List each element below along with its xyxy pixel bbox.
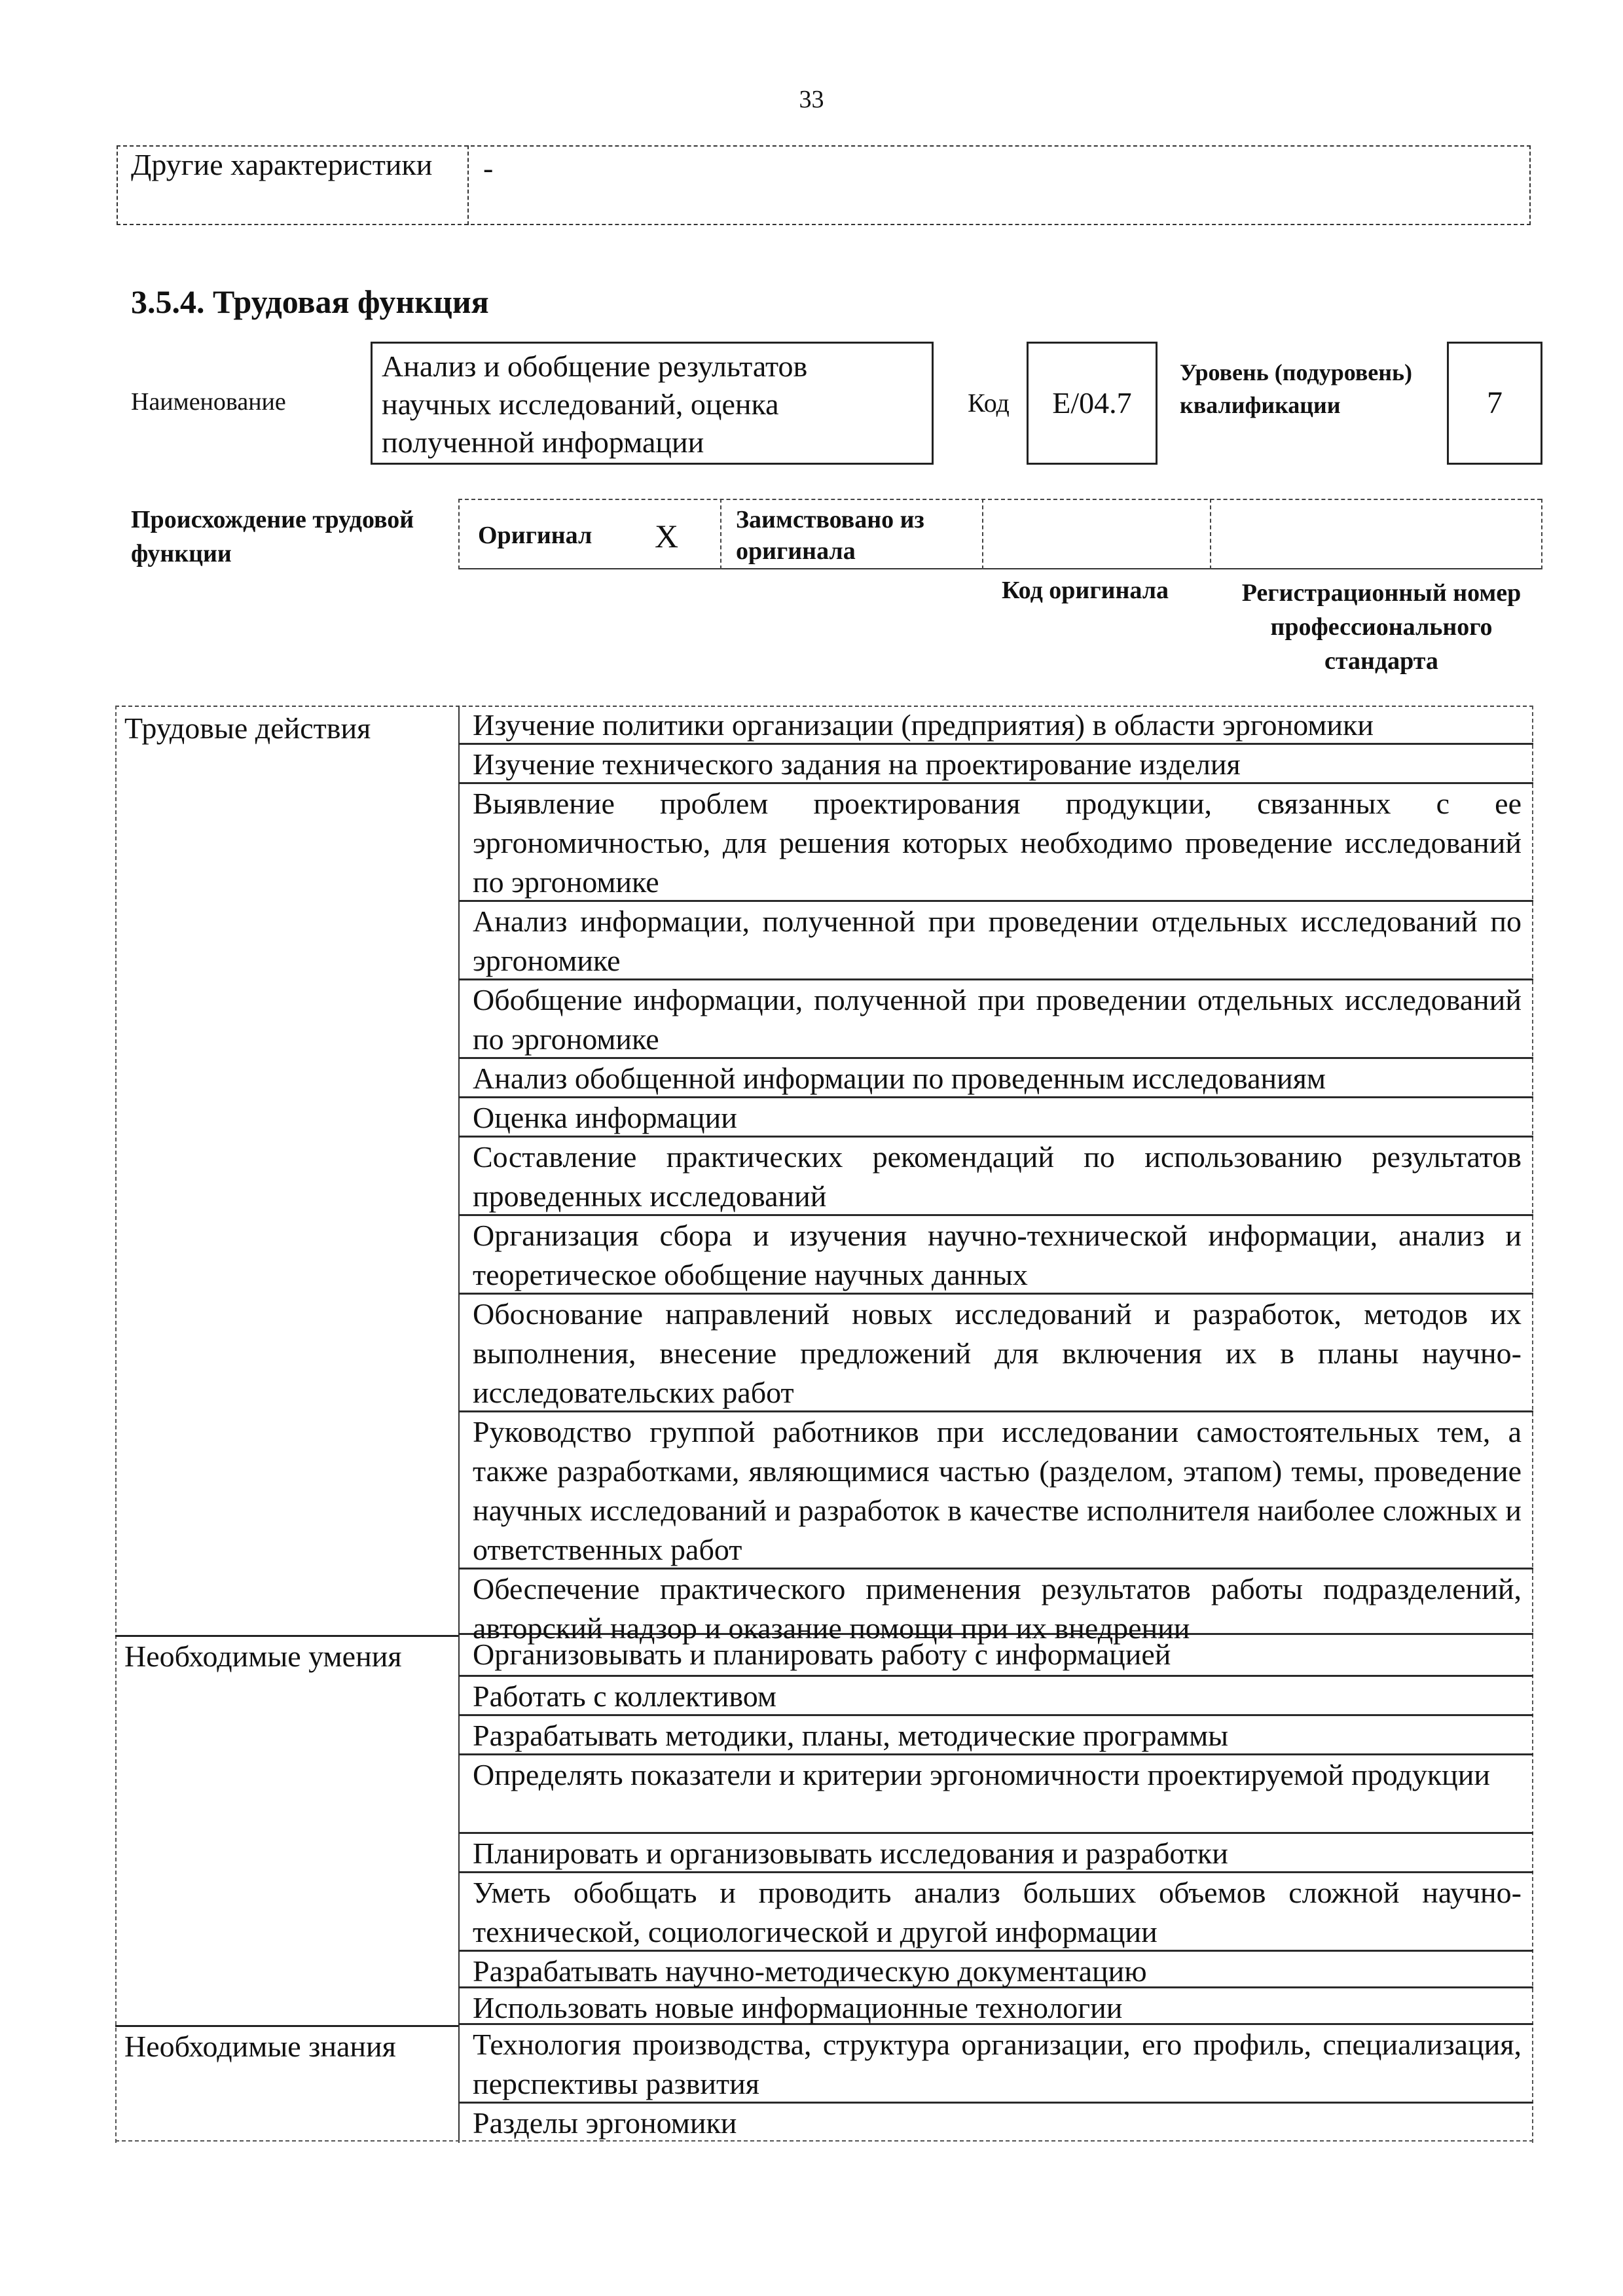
list-item xyxy=(458,980,1533,1059)
section-title: 3.5.4. Трудовая функция xyxy=(131,283,489,320)
table-divider xyxy=(467,145,469,225)
origin-divider xyxy=(1210,499,1211,569)
list-item xyxy=(458,1570,1533,1645)
required-skill: Разрабатывать научно-методическую документацию xyxy=(473,1954,1147,1988)
labor-actions-label: Трудовые действия xyxy=(124,711,371,745)
original-code-label: Код оригинала xyxy=(1002,577,1169,604)
list-item xyxy=(458,706,1533,745)
list-item xyxy=(458,1138,1533,1216)
original-label: Оригинал xyxy=(478,522,593,549)
function-code-box: E/04.7 xyxy=(1027,342,1158,465)
original-mark: X xyxy=(655,518,679,554)
required-skill: Определять показатели и критерии эргономичности проектируемой продукции xyxy=(473,1758,1491,1791)
list-item xyxy=(458,2025,1533,2104)
labor-action: Анализ информации, полученной при проведении отдельных исследований по эргономике xyxy=(473,905,1522,977)
labor-action: Организация сбора и изучения научно-технической информации, анализ и теоретическое обобщение научных данных xyxy=(473,1219,1522,1291)
labor-action: Обобщение информации, полученной при проведении отдельных исследований по эргономике xyxy=(473,983,1522,1056)
labor-action: Изучение политики организации (предприятия) в области эргономики xyxy=(473,708,1374,742)
code-label: Код xyxy=(968,388,1010,418)
name-label: Наименование xyxy=(131,388,286,416)
labor-action: Оценка информации xyxy=(473,1101,737,1134)
other-characteristics-label: Другие характеристики xyxy=(131,148,433,181)
origin-divider xyxy=(982,499,983,569)
required-skill: Организовывать и планировать работу с информацией xyxy=(473,1638,1171,1671)
origin-divider xyxy=(720,499,721,569)
page-number: 33 xyxy=(799,86,824,113)
list-item xyxy=(458,1098,1533,1138)
labor-action: Анализ обобщенной информации по проведенным исследованиям xyxy=(473,1062,1326,1095)
list-item xyxy=(458,1635,1533,1677)
list-item xyxy=(458,2104,1533,2142)
table-bottom-edge xyxy=(115,2140,1533,2142)
labor-action: Обеспечение практического применения результатов работы подразделений, авторский надзор и оказание помощи при их внедрении xyxy=(473,1572,1522,1645)
list-item xyxy=(458,1216,1533,1295)
origin-divider xyxy=(1541,499,1542,569)
function-name-box: Анализ и обобщение результатов научных исследований, оценка полученной информации xyxy=(371,342,934,465)
origin-label: Происхождение трудовой функции xyxy=(131,506,414,567)
category-divider xyxy=(115,2025,458,2027)
origin-table xyxy=(458,499,1541,569)
required-skills-label: Необходимые умения xyxy=(124,1640,402,1673)
borrowed-label: Заимствовано из оригинала xyxy=(736,506,924,565)
required-skill: Уметь обобщать и проводить анализ больших объемов сложной научно-технической, социологической и другой информации xyxy=(473,1876,1522,1948)
labor-action: Руководство группой работников при исследовании самостоятельных тем, а также разработками, являющимися частью (разделом, этапом) темы, проведение научных исследований и разработок в качестве исполнителя наиболее сложных и ответственных работ xyxy=(473,1415,1522,1566)
list-item xyxy=(458,1834,1533,1873)
list-item xyxy=(458,1755,1533,1834)
qualification-level-label: Уровень (подуровень) квалификации xyxy=(1180,359,1413,418)
list-item xyxy=(458,1412,1533,1570)
required-skill: Разрабатывать методики, планы, методические программы xyxy=(473,1719,1229,1752)
origin-divider xyxy=(458,499,460,569)
category-divider xyxy=(115,1635,458,1637)
other-characteristics-value: - xyxy=(483,151,494,185)
list-item xyxy=(458,902,1533,980)
required-skill: Использовать новые информационные технологии xyxy=(473,1991,1123,2024)
list-item xyxy=(458,1295,1533,1412)
required-knowledge-label: Необходимые знания xyxy=(124,2030,396,2063)
required-knowledge-item: Технология производства, структура организации, его профиль, специализация, перспективы развития xyxy=(473,2028,1522,2100)
list-item xyxy=(458,745,1533,784)
list-item xyxy=(458,1873,1533,1952)
list-item xyxy=(458,1716,1533,1755)
list-item xyxy=(458,1952,1533,1988)
required-skill: Планировать и организовывать исследования и разработки xyxy=(473,1837,1228,1870)
labor-action: Изучение технического задания на проектирование изделия xyxy=(473,747,1241,781)
labor-action: Выявление проблем проектирования продукции, связанных с ее эргономичностью, для решения которых необходимо проведение исследований по эргономике xyxy=(473,787,1522,899)
list-item xyxy=(458,1677,1533,1716)
required-skill: Работать с коллективом xyxy=(473,1679,777,1713)
list-item xyxy=(458,784,1533,902)
required-knowledge-item: Разделы эргономики xyxy=(473,2106,737,2140)
list-item xyxy=(458,1059,1533,1098)
labor-action: Составление практических рекомендаций по использованию результатов проведенных исследований xyxy=(473,1140,1522,1213)
registration-number-label: Регистрационный номер профессионального стандарта xyxy=(1241,579,1522,675)
labor-action: Обоснование направлений новых исследований и разработок, методов их выполнения, внесение предложений для включения их в планы научно-исследовательских работ xyxy=(473,1297,1522,1409)
list-item xyxy=(458,1988,1533,2025)
qualification-level-box: 7 xyxy=(1447,342,1542,465)
